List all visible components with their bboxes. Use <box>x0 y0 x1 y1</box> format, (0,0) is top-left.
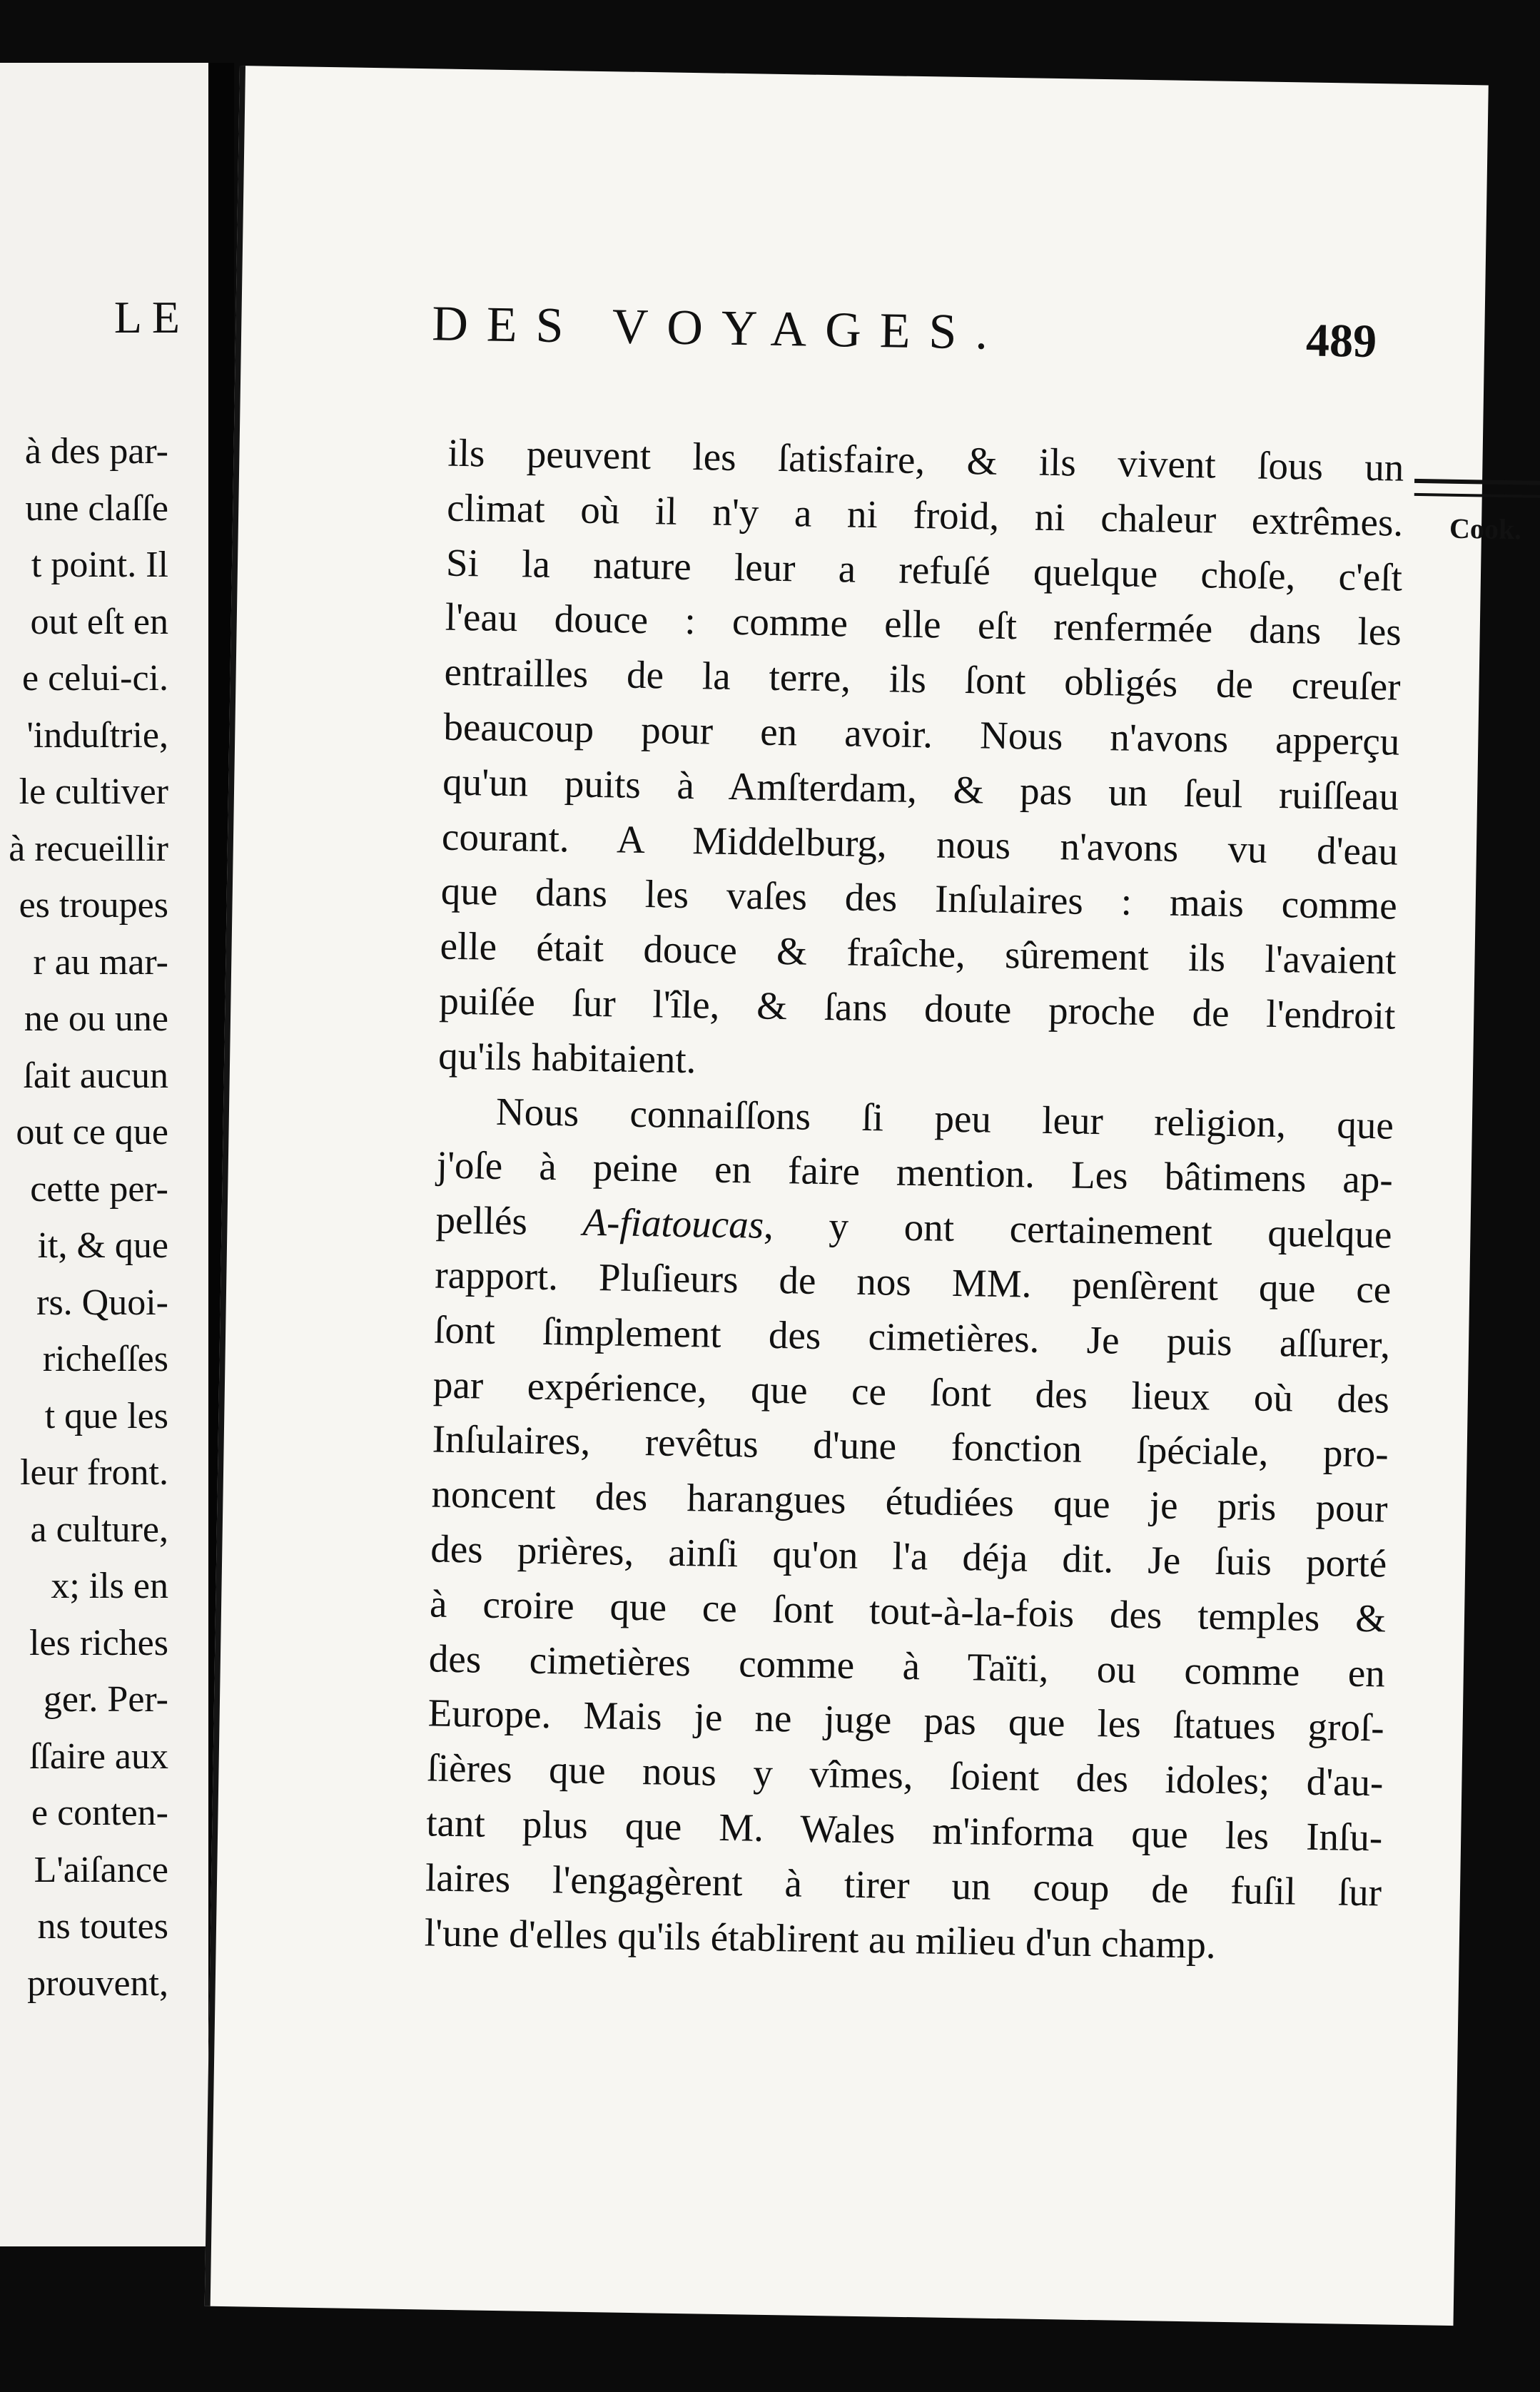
text-line: pellés A-fiatoucas, y ont certainement quelque <box>435 1197 1392 1257</box>
text-line: des cimetières comme à Taïti, ou comme en <box>428 1636 1386 1696</box>
text-line: climat où il n'y a ni froid, ni chaleur extrêmes. <box>446 485 1404 544</box>
margin-rule <box>1414 479 1540 498</box>
page-number: 489 <box>1305 314 1377 368</box>
left-text-line: richeſſes <box>42 1339 168 1379</box>
text-line: puiſée ſur l'île, & ſans doute proche de l'endroit <box>438 978 1396 1038</box>
text-line: tant plus que M. Wales m'informa que les Inſu- <box>425 1800 1383 1860</box>
text-line: laires l'engagèrent à tirer un coup de fuſil ſur <box>425 1855 1382 1915</box>
right-page <box>205 66 1522 2326</box>
left-text-line: ſſaire aux <box>29 1735 168 1777</box>
text-line: à croire que ce ſont tout-à-la-fois des temples & <box>429 1581 1387 1641</box>
text-line: ils peuvent les ſatisfaire, & ils vivent ſous un <box>447 430 1404 490</box>
body-text <box>424 426 1404 1975</box>
text-line: courant. A Middelburg, nous n'avons vu d'eau <box>441 814 1399 873</box>
left-text-line: e celui-ci. <box>22 658 168 699</box>
text-line: j'oſe à peine en faire mention. Les bâtimens ap- <box>436 1142 1394 1202</box>
left-text-line: à recueillir <box>9 828 168 869</box>
left-text-line: ger. Per- <box>43 1679 168 1720</box>
left-text-line: à des par- <box>24 431 168 472</box>
left-text-line: 'induſtrie, <box>26 714 168 756</box>
text-line: elle était douce & fraîche, sûrement ils l'avaient <box>440 923 1397 983</box>
left-page-fragment <box>0 63 208 2246</box>
text-line: l'une d'elles qu'ils établirent au milieu d'un champ. <box>424 1910 1217 1967</box>
left-text-line: t point. Il <box>31 544 168 585</box>
margin-note: Cook. <box>1449 512 1522 546</box>
left-text-line: rs. Quoi- <box>36 1282 168 1323</box>
left-text-line: out ce que <box>16 1112 168 1152</box>
left-text-line: t que les <box>44 1395 168 1436</box>
running-head-title: DES VOYAGES. <box>431 296 1007 360</box>
text-line: l'eau douce : comme elle eſt renfermée dans les <box>445 595 1402 654</box>
italic-term: A-fiatoucas <box>582 1200 764 1247</box>
text-line: Nous connaiſſons ſi peu leur religion, que <box>495 1089 1394 1147</box>
left-text-line: le cultiver <box>19 771 168 812</box>
text-line: des prières, ainſi qu'on l'a déja dit. Je ſuis porté <box>430 1526 1387 1586</box>
left-page-text <box>9 423 168 2012</box>
left-text-line: out eſt en <box>30 601 168 642</box>
left-text-line: r au mar- <box>33 941 168 983</box>
left-text-line: ſait aucun <box>23 1055 168 1096</box>
text-line: Inſulaires, revêtus d'une fonction ſpéciale, pro- <box>432 1417 1389 1476</box>
text-line: entrailles de la terre, ils ſont obligés de creuſer <box>444 649 1402 709</box>
left-text-line: ne ou une <box>24 998 168 1039</box>
left-text-line: it, & que <box>37 1225 168 1266</box>
text-line: ſières que nous y vîmes, ſoient des idoles; d'au- <box>427 1745 1384 1805</box>
left-text-line: x; ils en <box>51 1566 168 1606</box>
left-text-line: es troupes <box>19 885 168 926</box>
text-line: ſont ſimplement des cimetières. Je puis aſſurer, <box>433 1307 1391 1367</box>
text-line: Europe. Mais je ne juge pas que les ſtatues groſ- <box>427 1691 1385 1750</box>
text-line: que dans les vaſes des Inſulaires : mais comme <box>440 868 1398 928</box>
text-line: par expérience, que ce ſont des lieux où des <box>432 1362 1390 1421</box>
left-text-line: a culture, <box>30 1509 168 1550</box>
left-text-line: e conten- <box>31 1793 168 1833</box>
left-text-line: prouvent, <box>27 1962 168 2004</box>
text-line: noncent des harangues étudiées que je pris pour <box>431 1471 1388 1531</box>
text-line: qu'ils habitaient. <box>437 1033 696 1081</box>
text-line: beaucoup pour en avoir. Nous n'avons apperçu <box>443 704 1400 764</box>
left-text-line: ns toutes <box>37 1906 168 1947</box>
left-text-line: une claſſe <box>25 487 168 529</box>
left-text-line: cette per- <box>30 1168 168 1210</box>
running-head <box>432 295 1540 372</box>
text-line: Si la nature leur a refuſé quelque choſe, c'eſt <box>445 540 1403 599</box>
left-text-line: les riches <box>29 1622 168 1663</box>
left-running-head: LE <box>113 292 190 343</box>
text-line: qu'un puits à Amſterdam, & pas un ſeul ruiſſeau <box>442 759 1399 819</box>
left-text-line: leur front. <box>20 1452 168 1493</box>
left-text-line: L'aiſance <box>34 1849 168 1890</box>
text-line: rapport. Pluſieurs de nos MM. penſèrent que ce <box>434 1252 1392 1312</box>
